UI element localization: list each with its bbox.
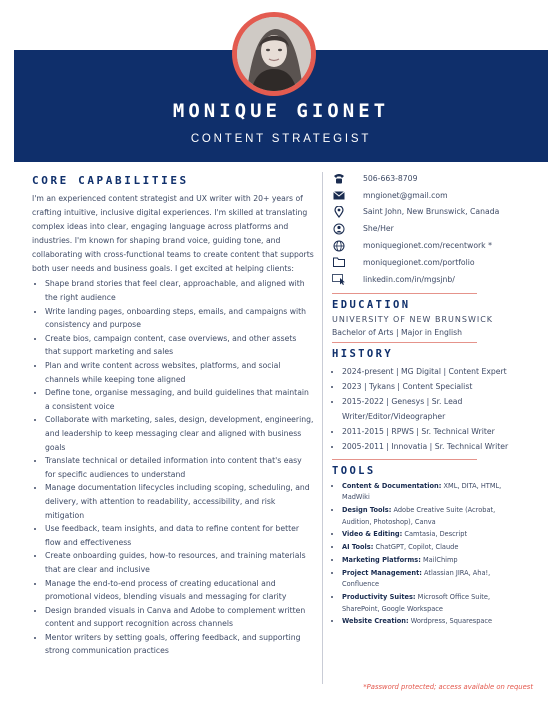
tool-category: Design Tools: — [342, 505, 392, 514]
education-heading: EDUCATION — [332, 298, 411, 311]
tool-category: Content & Documentation: — [342, 481, 442, 490]
list-item: • 2023 | Tykans | Content Specialist — [342, 379, 522, 394]
list-item: • Plan and write content across websites, platforms, and social channels while keeping tone aligned — [45, 359, 314, 386]
list-item — [342, 555, 522, 567]
list-item: • 2011-2015 | RPWS | Sr. Technical Writer — [342, 424, 522, 439]
portfolio-link[interactable]: moniquegionet.com/portfolio — [363, 257, 475, 267]
password-footnote: *Password protected; access available on request — [363, 683, 533, 691]
tool-category: Video & Editing: — [342, 530, 403, 539]
portrait-image — [237, 17, 311, 91]
list-item: • Mentor writers by setting goals, offering feedback, and supporting strong communication practices — [45, 631, 314, 658]
tool-values: Atlassian JIRA, Aha!, Confluence — [342, 568, 491, 589]
section-divider — [332, 459, 477, 460]
email-address[interactable]: mngionet@gmail.com — [363, 190, 448, 200]
tools-heading: TOOLS — [332, 464, 376, 477]
list-item: • Collaborate with marketing, sales, design, development, engineering, and leadership to keep messaging clear and aligned with business goals — [45, 413, 314, 454]
contact-email — [332, 187, 522, 204]
phone-icon — [332, 172, 346, 184]
contact-linkedin — [332, 271, 522, 288]
section-divider — [332, 342, 477, 343]
tool-category: AI Tools: — [342, 543, 374, 552]
phone-number: 506-663-8709 — [363, 173, 418, 183]
degree-text: Bachelor of Arts | Major in English — [332, 327, 463, 337]
list-item: • 2024-present | MG Digital | Content Expert — [342, 364, 522, 379]
list-item — [342, 505, 522, 528]
contact-phone — [332, 170, 522, 187]
core-capabilities-section — [32, 174, 314, 658]
tool-values: Adobe Creative Suite (Acrobat, Audition, Photoshop), Canva — [342, 505, 496, 526]
list-item: • Translate technical or detailed information into content that's easy for specific audiences to understand — [45, 454, 314, 481]
history-heading: HISTORY — [332, 347, 394, 360]
job-title: CONTENT STRATEGIST — [190, 133, 372, 145]
tool-values: Wordpress, Squarespace — [410, 617, 493, 626]
list-item — [342, 529, 522, 541]
recent-work-link[interactable]: moniquegionet.com/recentwork * — [363, 241, 492, 251]
section-divider — [332, 293, 477, 294]
tools-list — [332, 481, 522, 628]
email-icon — [332, 189, 346, 201]
core-capabilities-heading: CORE CAPABILITIES — [32, 174, 189, 187]
location-pin-icon — [332, 206, 346, 218]
tool-category: Productivity Suites: — [342, 592, 416, 601]
tool-values: Camtasia, Descript — [404, 530, 468, 539]
list-item — [342, 592, 522, 615]
list-item: • Use feedback, team insights, and data to refine content for better flow and effectiveness — [45, 522, 314, 549]
list-item — [342, 616, 522, 628]
tool-values: XML, DITA, HTML, MadWiki — [342, 481, 502, 502]
profile-photo — [237, 17, 311, 91]
capabilities-list — [32, 277, 314, 658]
folder-icon — [332, 256, 346, 268]
list-item — [342, 481, 522, 504]
university-name: UNIVERSITY OF NEW BRUNSWICK — [332, 314, 494, 324]
tool-values: Microsoft Office Suite, SharePoint, Google Workspace — [342, 592, 491, 613]
contact-pronouns — [332, 220, 522, 237]
profile-photo-frame — [232, 12, 316, 96]
contact-recent-work — [332, 237, 522, 254]
tool-values: ChatGPT, Copilot, Claude — [375, 543, 459, 552]
globe-icon — [332, 240, 346, 252]
list-item: • Define tone, organise messaging, and build guidelines that maintain a consistent voice — [45, 386, 314, 413]
tool-values: MailChimp — [422, 555, 458, 564]
list-item: • Design branded visuals in Canva and Adobe to complement written content and support recognition across channels — [45, 604, 314, 631]
linkedin-link[interactable]: linkedin.com/in/mgsjnb/ — [363, 274, 455, 284]
person-name: MONIQUE GIONET — [172, 100, 390, 122]
list-item: • Manage the end-to-end process of creating educational and promotional videos, blending visuals and messaging for clarity — [45, 577, 314, 604]
list-item: • 2005-2011 | Innovatia | Sr. Technical Writer — [342, 439, 522, 454]
list-item — [342, 542, 522, 554]
list-item — [342, 568, 522, 591]
list-item: • 2015-2022 | Genesys | Sr. Lead Writer/Editor/Videographer — [342, 394, 522, 424]
contact-portfolio — [332, 254, 522, 271]
history-list — [332, 364, 522, 454]
list-item: • Shape brand stories that feel clear, approachable, and aligned with the right audience — [45, 277, 314, 304]
tool-category: Marketing Platforms: — [342, 555, 421, 564]
list-item: • Write landing pages, onboarding steps, emails, and campaigns with consistency and purpose — [45, 305, 314, 332]
tool-category: Project Management: — [342, 568, 422, 577]
list-item: • Create bios, campaign content, case overviews, and other assets that support marketing and sales — [45, 332, 314, 359]
list-item: • Manage documentation lifecycles including scoping, scheduling, and delivery, with attention to readability, accessibility, and risk mitigation — [45, 481, 314, 522]
contact-location — [332, 204, 522, 221]
pronouns-icon — [332, 223, 346, 235]
pronouns-text: She/Her — [363, 224, 394, 234]
intro-paragraph: I'm an experienced content strategist and UX writer with 20+ years of crafting intuitive, inclusive digital experiences. I'm skilled at translating complex ideas into clear, engaging language across platforms and industries. I'm known for shaping brand voice, guiding tone, and collaborating with cross-functional teams to create content that supports both user needs and business goals. I get excited at helping clients: — [32, 194, 314, 273]
list-item: • Create onboarding guides, how-to resources, and training materials that are clear and inclusive — [45, 549, 314, 576]
link-cursor-icon — [332, 273, 346, 285]
location-text: Saint John, New Brunswick, Canada — [363, 207, 500, 217]
column-divider — [322, 172, 323, 684]
sidebar-column — [332, 170, 522, 629]
tool-category: Website Creation: — [342, 617, 409, 626]
